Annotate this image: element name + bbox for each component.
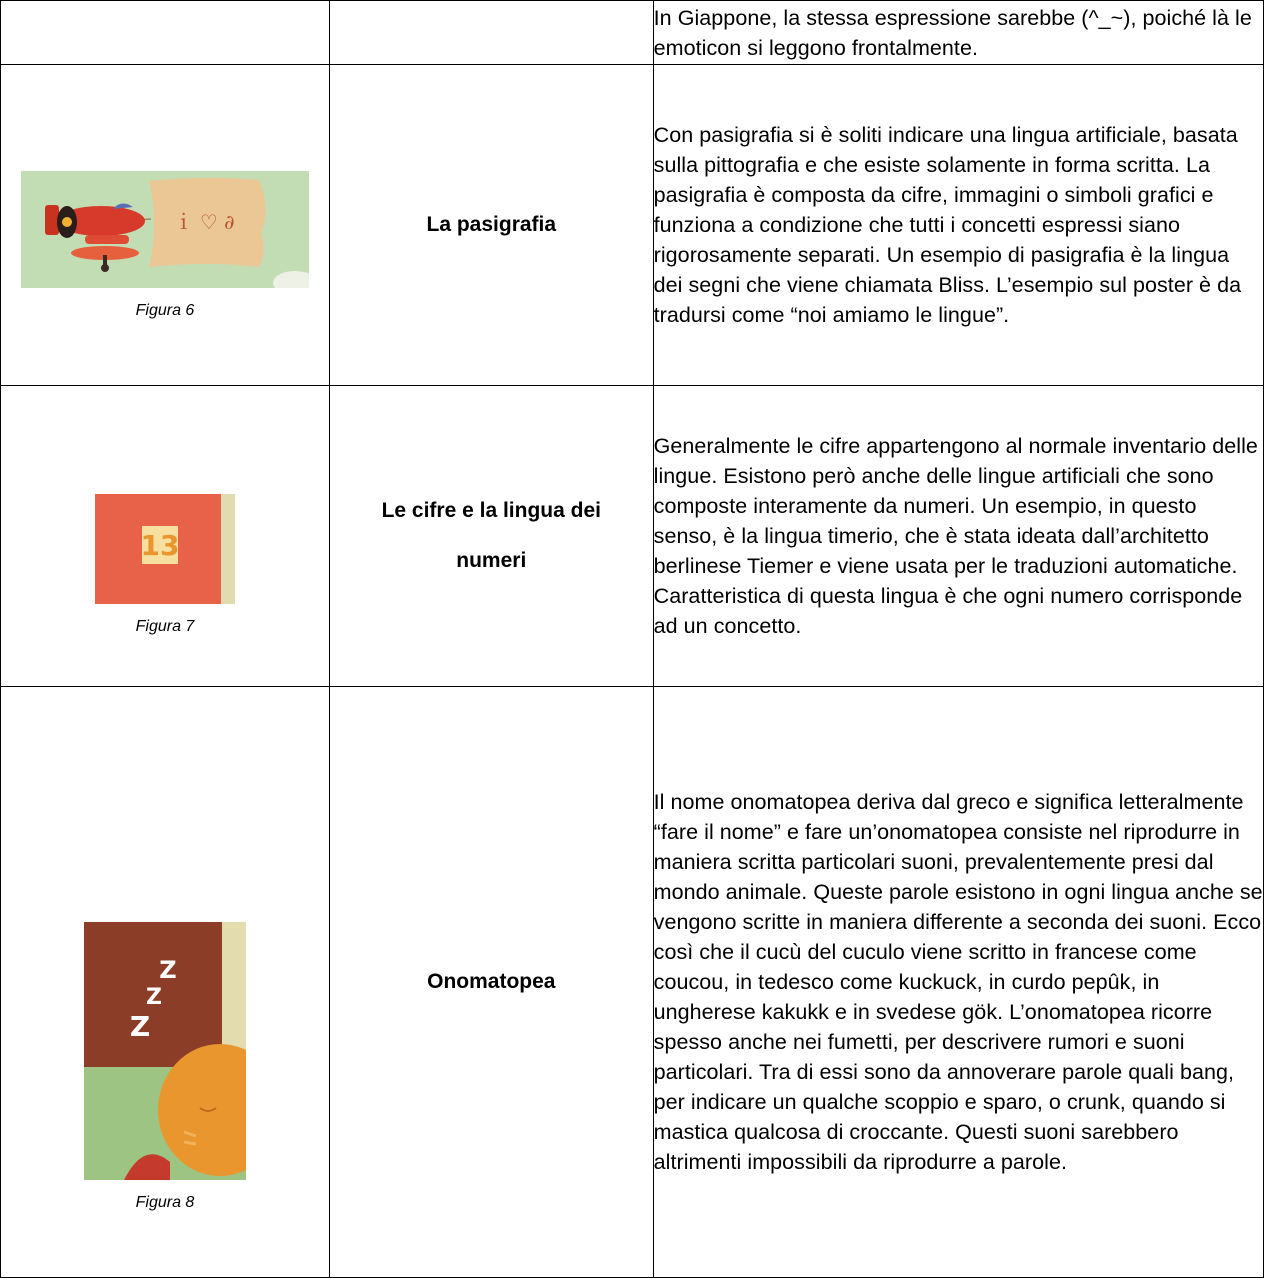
section-title-line: Le cifre e la lingua dei <box>381 499 601 522</box>
figure-caption: Figura 7 <box>135 618 195 635</box>
section-title: La pasigrafia <box>329 65 653 386</box>
section-title-line: numeri <box>456 549 527 572</box>
description-cell: Generalmente le cifre appartengono al normale inventario delle lingue. Esistono però anche delle lingue artificiali che sono composte interamente da numeri. Un esempio, in questo senso, è la lingua timerio, che è stata ideata dall’architetto berlinese Tiemer e viene usata per le traduzioni automatiche. Caratteristica di questa lingua è che ogni numero corrisponde ad un concetto. <box>653 386 1263 687</box>
table-row <box>1 687 1264 1278</box>
bliss-glyphs: ｉ ♡ ∂ <box>173 209 235 234</box>
sleep-z: Z <box>145 985 162 1010</box>
table-row <box>1 386 1264 687</box>
figure-cell <box>1 687 330 1278</box>
table-row <box>1 65 1264 386</box>
figure-8-image <box>84 922 246 1180</box>
sleep-z: Z <box>159 956 177 984</box>
description-cell: Con pasigrafia si è soliti indicare una lingua artificiale, basata sulla pittografia e che esiste solamente in forma scritta. La pasigrafia è composta da cifre, immagini o simboli grafici e funziona a condizione che tutti i concetti espressi siano rigorosamente separati. Un esempio di pasigrafia è la lingua dei segni che viene chiamata Bliss. L’esempio sul poster è da tradursi come “noi amiamo le lingue”. <box>653 65 1263 386</box>
figure-caption: Figura 8 <box>135 1194 195 1211</box>
figure-6-image <box>21 171 309 288</box>
description-cell: In Giappone, la stessa espressione sarebbe (^_~), poiché là le emoticon si leggono frontalmente. <box>653 1 1263 65</box>
sleep-z: Z <box>129 1010 151 1043</box>
figure-cell-empty <box>1 1 330 65</box>
number-glyph: 13 <box>140 529 180 562</box>
section-title: Onomatopea <box>329 687 653 1278</box>
table-row <box>1 1 1264 65</box>
figure-caption: Figura 6 <box>135 301 195 319</box>
description-cell: Il nome onomatopea deriva dal greco e significa letteralmente “fare il nome” e fare un’onomatopea consiste nel riprodurre in maniera scritta particolari suoni, prevalentemente presi dal mondo animale. Queste parole esistono in ogni lingua anche se vengono scritte in maniera differente a seconda dei suoni. Ecco così che il cucù del cuculo viene scritto in francese come coucou, in tedesco come kuckuck, in curdo pepûk, in ungherese kakukk e in svedese gök. L’onomatopea ricorre spesso anche nei fumetti, per descrivere rumori e suoni particolari. Tra di essi sono da annoverare parole quali bang, per indicare un qualche scoppio e sparo, o crunk, quando si mastica qualcosa di croccante. Questi suoni sarebbero altrimenti impossibili da riprodurre a parole. <box>653 687 1263 1278</box>
figure-cell <box>1 386 330 687</box>
figure-7-image <box>95 494 235 604</box>
figure-cell <box>1 65 330 386</box>
title-cell-empty <box>329 1 653 65</box>
section-title <box>329 386 653 687</box>
